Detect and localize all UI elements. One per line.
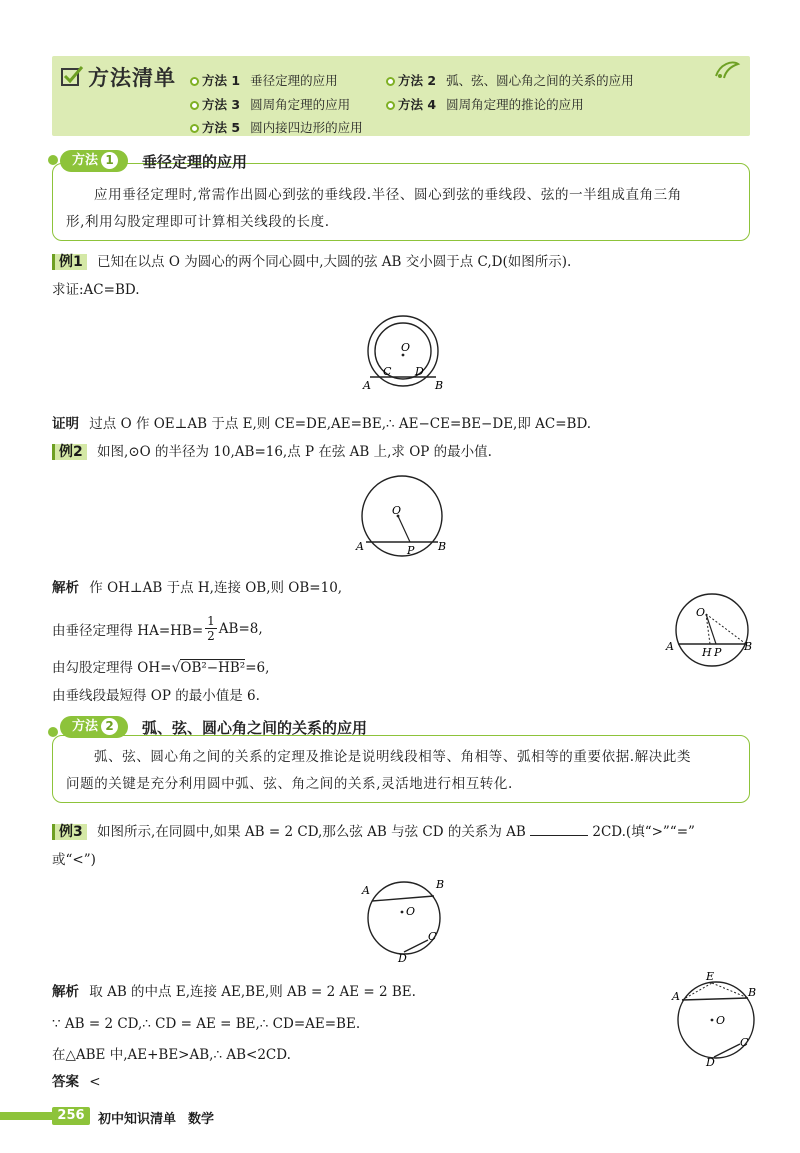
checkbox-icon: [60, 64, 84, 92]
label-D: D: [706, 1056, 715, 1068]
example3-solution-line2: ∵ AB = 2 CD,∴ CD = AE = BE,∴ CD=AE=BE.: [52, 1016, 361, 1032]
example2-figure: [352, 474, 452, 564]
example3-figure: [356, 874, 456, 964]
section2-description: 弧、弦、圆心角之间的关系的定理及推论是说明线段相等、角相等、弧相等的重要依据.解决此类 问题的关键是充分利用圆中弧、弦、角之间的关系,灵活地进行相互转化.: [66, 749, 692, 792]
method-item-2: 方法 2 弧、弦、圆心角之间的关系的应用: [386, 71, 634, 89]
label-B: B: [748, 986, 757, 999]
answer-blank[interactable]: [530, 835, 588, 836]
footer-book-title: 初中知识清单 数学: [98, 1112, 215, 1127]
label-H: H: [702, 646, 712, 659]
label-O: O: [392, 504, 402, 517]
example3-solution-line3: 在△ABE 中,AE+BE>AB,∴ AB<2CD.: [52, 1047, 291, 1063]
example2-solution-line2: 由垂径定理得 HA=HB= $\frac{1}{2}$ AB=8,: [52, 614, 263, 643]
example2-statement: 例2 如图,⊙O 的半径为 10,AB=16,点 P 在弦 AB 上,求 OP 的最小值.: [52, 440, 492, 461]
example1-tag: 例1: [52, 254, 87, 270]
label-D: D: [415, 365, 424, 378]
label-A: A: [666, 640, 674, 653]
label-O: O: [401, 341, 411, 354]
example1-statement: 例1 已知在以点 O 为圆心的两个同心圆中,大圆的弦 AB 交小圆于点 C,D(如图所示).: [52, 250, 571, 271]
radicand: OB²−HB²: [180, 660, 246, 676]
example2-solution-line4: 由垂线段最短得 OP 的最小值是 6.: [52, 688, 260, 704]
section1-description: 应用垂径定理时,常需作出圆心到弦的垂线段.半径、圆心到弦的垂线段、弦的一半组成直角三角 形,利用勾股定理即可计算相关线段的长度.: [66, 187, 682, 230]
label-B: B: [438, 540, 447, 553]
section1-pill: 方法 1: [60, 150, 128, 172]
fraction-denominator: 2: [207, 629, 215, 643]
example1-proof: 证明 过点 O 作 OE⊥AB 于点 E,则 CE=DE,AE=BE,∴ AE−CE=BE−DE,即 AC=BD.: [52, 416, 592, 432]
label-A: A: [362, 884, 370, 897]
example1-goal: 求证:AC=BD.: [52, 282, 140, 298]
section1-title: 垂径定理的应用: [142, 153, 248, 171]
method-item-3: 方法 3 圆周角定理的应用: [190, 95, 350, 113]
label-E: E: [706, 970, 715, 983]
method-item-1: 方法 1 垂径定理的应用: [190, 71, 338, 89]
example3-statement: 例3 如图所示,在同圆中,如果 AB = 2 CD,那么弦 AB 与弦 CD 的关系为 AB 2CD.(填“>”“=”: [52, 820, 695, 841]
method-item-5: 方法 5 圆内接四边形的应用: [190, 118, 363, 136]
example2-solution-figure: [662, 592, 762, 672]
method-item-4: 方法 4 圆周角定理的推论的应用: [386, 95, 584, 113]
label-C: C: [740, 1036, 749, 1049]
section-marker-icon: [48, 155, 58, 165]
label-C: C: [383, 365, 392, 378]
label-O: O: [696, 606, 706, 619]
section-marker-icon: [48, 727, 58, 737]
example3-solution-figure: [668, 968, 768, 1068]
section2-title: 弧、弦、圆心角之间的关系的应用: [142, 719, 368, 737]
label-P: P: [407, 544, 415, 557]
label-B: B: [744, 640, 753, 653]
label-A: A: [363, 379, 371, 392]
example3-answer: 答案 <: [52, 1074, 101, 1090]
label-O: O: [716, 1014, 726, 1027]
label-O: O: [406, 905, 416, 918]
label-B: B: [435, 379, 444, 392]
leaf-ornament-icon: [712, 58, 742, 86]
label-P: P: [714, 646, 722, 659]
example3-statement-line2: 或“<”): [52, 852, 96, 868]
example3-tag: 例3: [52, 824, 87, 840]
label-C: C: [428, 930, 437, 943]
example2-solution-line3: 由勾股定理得 OH=√OB²−HB²=6,: [52, 660, 270, 676]
label-B: B: [436, 878, 445, 891]
label-D: D: [398, 952, 407, 964]
label-A: A: [356, 540, 364, 553]
footer-bar: [0, 1112, 52, 1120]
page-number: 256: [52, 1107, 90, 1125]
example3-solution-line1: 解析 取 AB 的中点 E,连接 AE,BE,则 AB = 2 AE = 2 BE.: [52, 984, 416, 1000]
section2-pill: 方法 2: [60, 716, 128, 738]
method-list-title: 方法清单: [88, 66, 176, 90]
example2-solution-line1: 解析 作 OH⊥AB 于点 H,连接 OB,则 OB=10,: [52, 580, 343, 596]
example2-tag: 例2: [52, 444, 87, 460]
fraction-numerator: 1: [207, 614, 215, 628]
example1-figure: [355, 315, 455, 395]
label-A: A: [672, 990, 680, 1003]
